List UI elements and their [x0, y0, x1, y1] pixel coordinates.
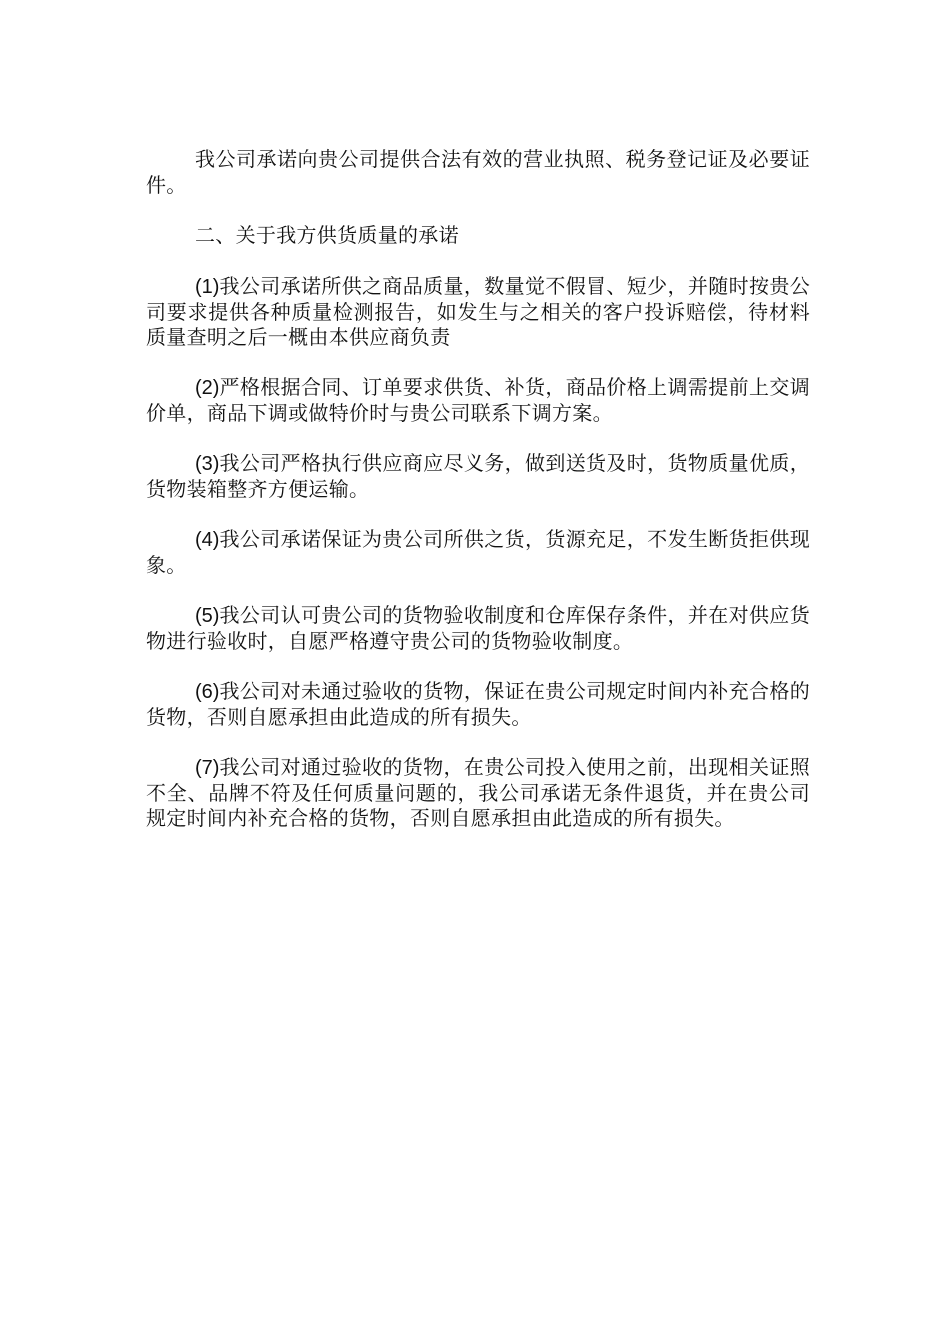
paragraph-text: 我公司承诺向贵公司提供合法有效的营业执照、税务登记证及必要证件。 [146, 147, 810, 197]
clause-text: 我公司对通过验收的货物，在贵公司投入使用之前，出现相关证照不全、品牌不符及任何质量问题的，我公司承诺无条件退货，并在贵公司规定时间内补充合格的货物，否则自愿承担由此造成的所有损失。 [146, 755, 810, 830]
section-heading-quality [146, 223, 810, 249]
clause-text: 严格根据合同、订单要求供货、补货，商品价格上调需提前上交调价单，商品下调或做特价时与贵公司联系下调方案。 [146, 375, 810, 425]
clause-3 [146, 451, 810, 502]
paragraph-licenses [146, 147, 810, 198]
clause-number: (2) [195, 377, 220, 399]
clause-4 [146, 527, 810, 578]
clause-text: 我公司认可贵公司的货物验收制度和仓库保存条件，并在对供应货物进行验收时，自愿严格遵守贵公司的货物验收制度。 [146, 603, 810, 653]
clause-number: (5) [195, 605, 220, 627]
clause-text: 我公司严格执行供应商应尽义务，做到送货及时，货物质量优质，货物装箱整齐方便运输。 [146, 451, 810, 501]
clause-5 [146, 603, 810, 654]
clause-2 [146, 375, 810, 426]
heading-text: 二、关于我方供货质量的承诺 [195, 223, 459, 247]
clause-text: 我公司承诺所供之商品质量，数量觉不假冒、短少，并随时按贵公司要求提供各种质量检测报告，如发生与之相关的客户投诉赔偿，待材料质量查明之后一概由本供应商负责 [146, 274, 810, 349]
clause-number: (6) [195, 681, 220, 703]
clause-text: 我公司承诺保证为贵公司所供之货，货源充足，不发生断货拒供现象。 [146, 527, 810, 577]
clause-number: (7) [195, 757, 220, 779]
clause-7 [146, 755, 810, 831]
clause-number: (1) [195, 276, 220, 298]
clause-1 [146, 274, 810, 350]
clause-number: (4) [195, 529, 220, 551]
clause-number: (3) [195, 453, 220, 475]
document-body [146, 147, 810, 856]
clause-6 [146, 679, 810, 730]
clause-text: 我公司对未通过验收的货物，保证在贵公司规定时间内补充合格的货物，否则自愿承担由此造成的所有损失。 [146, 679, 810, 729]
